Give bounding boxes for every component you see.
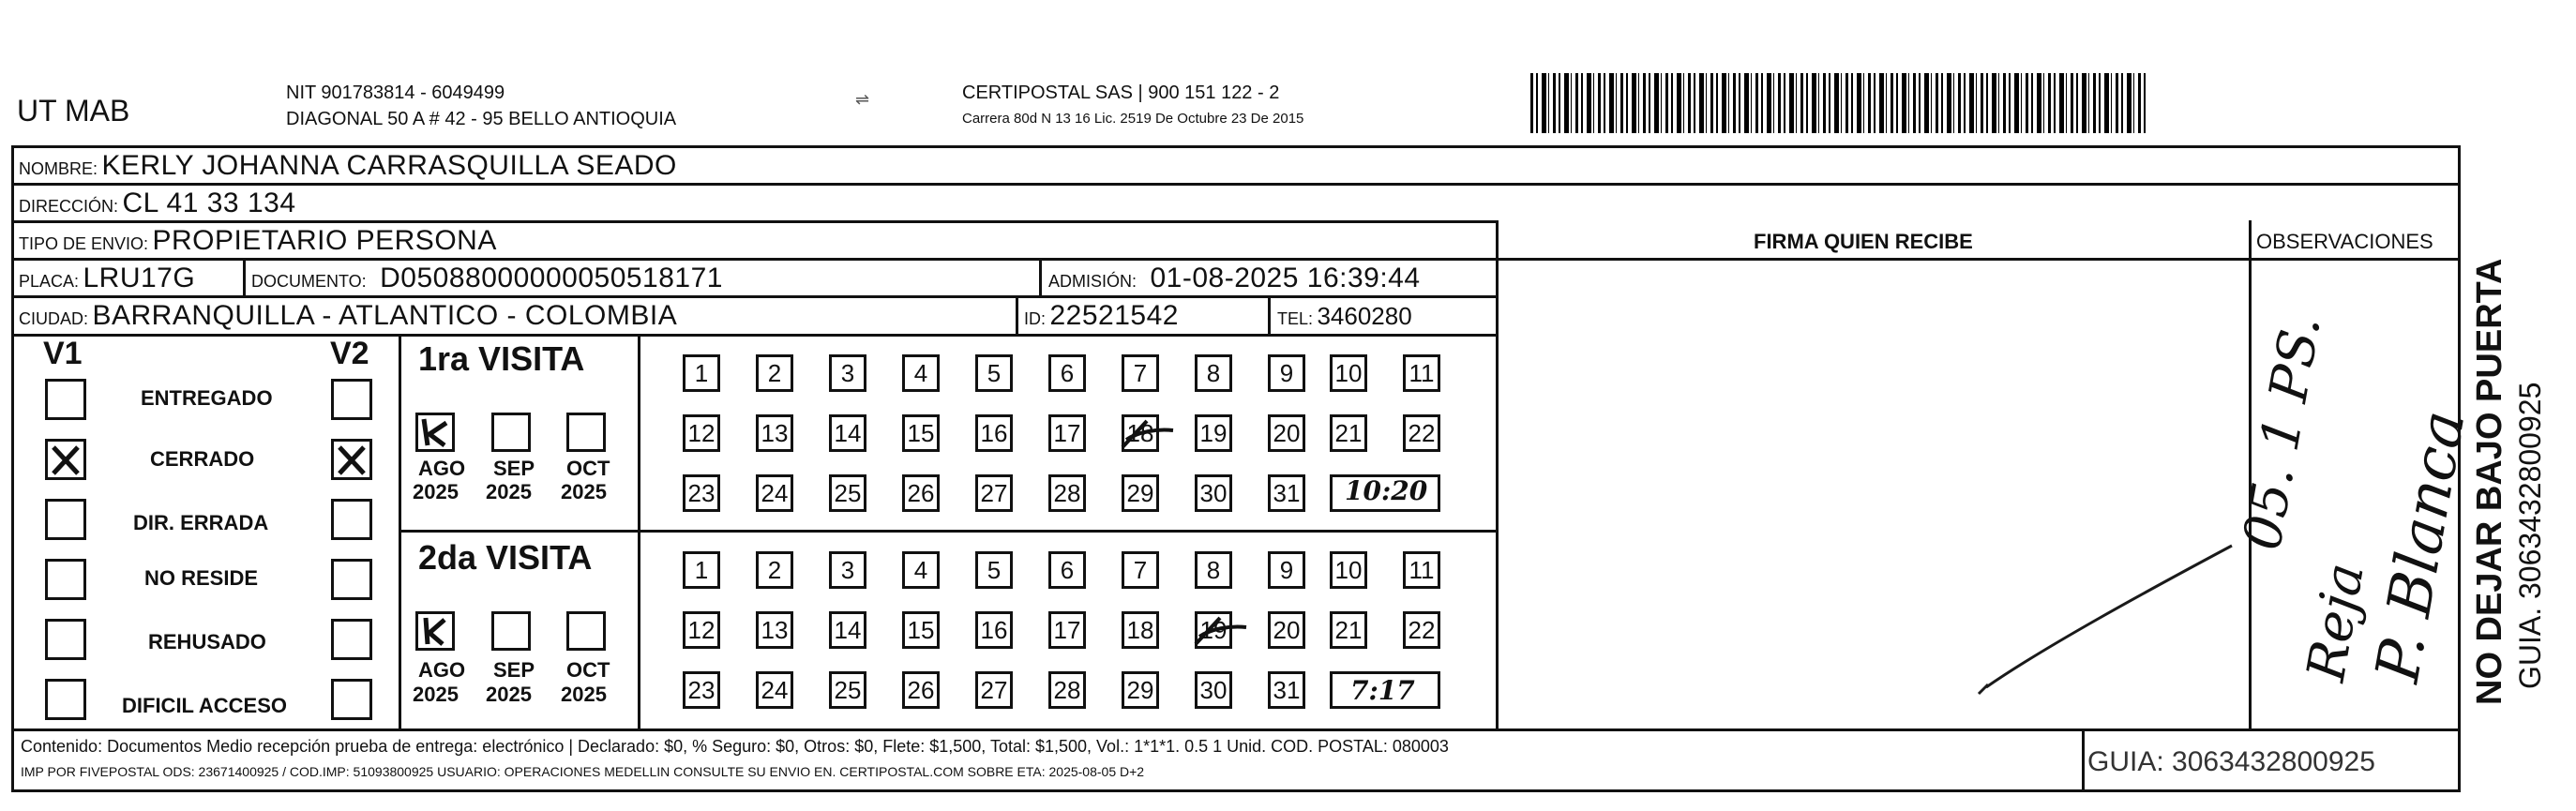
row-line: [11, 334, 1498, 337]
carrier-logo-icon: ⇌: [855, 90, 870, 109]
first-visit-day-7[interactable]: 7: [1122, 354, 1159, 392]
status-rehusado: REHUSADO: [148, 630, 266, 653]
second-visit-time: 7:17: [1350, 675, 1415, 706]
first-visit-day-10[interactable]: 10: [1330, 354, 1367, 392]
col-line: [1039, 258, 1042, 295]
first-visit-day-23[interactable]: 23: [683, 474, 720, 512]
v1-cerrado-checkbox[interactable]: [45, 439, 86, 480]
first-month-sep: SEP: [493, 457, 535, 480]
document-value: D05088000000050518171: [380, 263, 723, 293]
observation-line-2: Reja: [2296, 558, 2376, 686]
id-value: 22521542: [1049, 300, 1179, 331]
first-visit-day-25[interactable]: 25: [829, 474, 866, 512]
type-value: PROPIETARIO PERSONA: [152, 225, 497, 256]
plate-value: LRU17G: [83, 263, 196, 293]
second-visit-day-2[interactable]: 2: [756, 551, 793, 589]
side-no-dejar-text: NO DEJAR BAJO PUERTA: [2470, 258, 2509, 705]
second-visit-day-11[interactable]: 11: [1403, 551, 1440, 589]
first-visit-day-1[interactable]: 1: [683, 354, 720, 392]
v1-label: V1: [43, 336, 83, 371]
footer-guide: GUIA: 3063432800925: [2087, 746, 2375, 777]
company-name: UT MAB: [17, 94, 130, 128]
admission-label: ADMISIÓN:: [1048, 272, 1137, 291]
row-line: [11, 295, 1498, 298]
second-visit-day-7[interactable]: 7: [1122, 551, 1159, 589]
first-visit-day-31[interactable]: 31: [1268, 474, 1305, 512]
second-visit-day-8[interactable]: 8: [1195, 551, 1232, 589]
v2-cerrado-checkbox[interactable]: [331, 439, 372, 480]
v1-rehusado-checkbox[interactable]: [45, 619, 86, 660]
observation-line-1: 05. 1 PS.: [2232, 310, 2333, 555]
observation-line-3: P. Blanca: [2363, 405, 2479, 687]
second-year-ago: 2025: [413, 683, 459, 706]
second-visit-day-10[interactable]: 10: [1330, 551, 1367, 589]
first-visit-day-28[interactable]: 28: [1048, 474, 1086, 512]
v2-no-reside-checkbox[interactable]: [331, 559, 372, 600]
day-strike-icon: [1119, 415, 1175, 453]
type-field: [19, 225, 497, 257]
v1-entregado-checkbox[interactable]: [45, 379, 86, 420]
address-label: DIRECCIÓN:: [19, 197, 119, 216]
barcode: [1530, 73, 2149, 133]
second-visit-day-4[interactable]: 4: [902, 551, 940, 589]
check-mark-icon: [334, 442, 369, 477]
footer-print-info: IMP POR FIVEPOSTAL ODS: 23671400925 / COD.IMP: 51093800925 USUARIO: OPERACIONES MEDELLIN CONSULTE SU ENVIO EN. CERTIPOSTAL.COM SOBRE ETA: 2025-08-05 D+2: [21, 764, 1145, 779]
city-value: BARRANQUILLA - ATLANTICO - COLOMBIA: [92, 300, 678, 331]
first-visit-day-29[interactable]: 29: [1122, 474, 1159, 512]
footer-content: Contenido: Documentos Medio recepción prueba de entrega: electrónico | Declarado: $0, % Seguro: $0, Otros: $0, Flete: $1,500, Total: $1,500, Vol.: 1*1*1. 0.5 1 Unid. COD. POSTAL: 080003: [21, 737, 1449, 756]
v1-dir-errada-checkbox[interactable]: [45, 499, 86, 540]
second-month-oct: OCT: [566, 658, 610, 682]
second-visit-title: 2da VISITA: [418, 538, 593, 577]
first-visit-day-26[interactable]: 26: [902, 474, 940, 512]
document-label: DOCUMENTO:: [251, 272, 367, 291]
second-visit-day-28[interactable]: 28: [1048, 671, 1086, 709]
address-value: CL 41 33 134: [122, 188, 296, 218]
name-label: NOMBRE:: [19, 159, 98, 178]
v2-dificil-acceso-checkbox[interactable]: [331, 679, 372, 720]
first-visit-day-19[interactable]: 19: [1195, 414, 1232, 452]
check-mark-icon: [418, 415, 452, 449]
first-visit-day-8[interactable]: 8: [1195, 354, 1232, 392]
observations-label: OBSERVACIONES: [2256, 230, 2433, 253]
first-year-ago: 2025: [413, 480, 459, 503]
v1-dificil-acceso-checkbox[interactable]: [45, 679, 86, 720]
row-line: [11, 183, 2461, 186]
first-year-sep: 2025: [486, 480, 532, 503]
tel-field: [1277, 302, 1412, 331]
second-visit-day-19[interactable]: 19: [1195, 611, 1232, 649]
second-visit-day-12[interactable]: 12: [683, 611, 720, 649]
first-visit-day-14[interactable]: 14: [829, 414, 866, 452]
id-field: [1024, 300, 1179, 332]
first-visit-time: 10:20: [1345, 475, 1428, 506]
second-visit-day-3[interactable]: 3: [829, 551, 866, 589]
plate-label: PLACA:: [19, 272, 80, 291]
second-month-sep: SEP: [493, 658, 535, 682]
second-visit-day-29[interactable]: 29: [1122, 671, 1159, 709]
second-visit-day-5[interactable]: 5: [975, 551, 1013, 589]
first-visit-day-21[interactable]: 21: [1330, 414, 1367, 452]
first-visit-day-6[interactable]: 6: [1048, 354, 1086, 392]
first-visit-sep-checkbox[interactable]: [491, 413, 531, 452]
check-mark-icon: [48, 442, 83, 477]
first-visit-day-9[interactable]: 9: [1268, 354, 1305, 392]
row-line: [11, 258, 2461, 261]
first-visit-day-15[interactable]: 15: [902, 414, 940, 452]
signature-scribble: [1969, 534, 2251, 703]
second-visit-day-18[interactable]: 18: [1122, 611, 1159, 649]
carrier-address: Carrera 80d N 13 16 Lic. 2519 De Octubre 23 De 2015: [962, 111, 1304, 127]
first-year-oct: 2025: [561, 480, 607, 503]
status-entregado: ENTREGADO: [141, 386, 273, 410]
first-visit-title: 1ra VISITA: [418, 339, 585, 378]
first-visit-day-18[interactable]: 18: [1122, 414, 1159, 452]
second-visit-day-1[interactable]: 1: [683, 551, 720, 589]
second-visit-day-13[interactable]: 13: [756, 611, 793, 649]
second-visit-day-17[interactable]: 17: [1048, 611, 1086, 649]
second-visit-sep-checkbox[interactable]: [491, 611, 531, 651]
status-dir-errada: DIR. ERRADA: [133, 511, 269, 534]
second-visit-day-9[interactable]: 9: [1268, 551, 1305, 589]
city-field: [19, 300, 677, 332]
signature-label: FIRMA QUIEN RECIBE: [1754, 230, 1973, 253]
first-visit-oct-checkbox[interactable]: [566, 413, 606, 452]
first-visit-day-12[interactable]: 12: [683, 414, 720, 452]
admission-field: [1048, 263, 1421, 294]
first-visit-day-30[interactable]: 30: [1195, 474, 1232, 512]
second-visit-day-22[interactable]: 22: [1403, 611, 1440, 649]
v2-dir-errada-checkbox[interactable]: [331, 499, 372, 540]
col-line: [1016, 295, 1018, 334]
v2-rehusado-checkbox[interactable]: [331, 619, 372, 660]
first-visit-day-24[interactable]: 24: [756, 474, 793, 512]
company-nit: NIT 901783814 - 6049499: [286, 83, 505, 103]
second-visit-day-14[interactable]: 14: [829, 611, 866, 649]
name-value: KERLY JOHANNA CARRASQUILLA SEADO: [101, 150, 677, 181]
second-year-oct: 2025: [561, 683, 607, 706]
second-visit-day-26[interactable]: 26: [902, 671, 940, 709]
tel-label: TEL:: [1277, 309, 1314, 328]
second-year-sep: 2025: [486, 683, 532, 706]
check-mark-icon: [418, 614, 452, 648]
second-visit-day-15[interactable]: 15: [902, 611, 940, 649]
row-line: [11, 220, 1498, 223]
side-guide-text: GUIA. 3063432800925: [2513, 382, 2547, 689]
tel-value: 3460280: [1317, 302, 1412, 330]
first-visit-day-5[interactable]: 5: [975, 354, 1013, 392]
first-month-ago: AGO: [418, 457, 466, 480]
second-visit-ago-checkbox[interactable]: [415, 611, 455, 651]
col-line: [243, 258, 246, 295]
second-visit-day-16[interactable]: 16: [975, 611, 1013, 649]
admission-value: 01-08-2025 16:39:44: [1150, 263, 1421, 293]
first-month-oct: OCT: [566, 457, 610, 480]
second-visit-day-30[interactable]: 30: [1195, 671, 1232, 709]
first-visit-day-22[interactable]: 22: [1403, 414, 1440, 452]
row-line: [399, 530, 1496, 533]
second-month-ago: AGO: [418, 658, 466, 682]
first-visit-day-17[interactable]: 17: [1048, 414, 1086, 452]
status-cerrado: CERRADO: [150, 447, 255, 471]
status-dificil-acceso: DIFICIL ACCESO: [122, 694, 288, 717]
v1-no-reside-checkbox[interactable]: [45, 559, 86, 600]
v2-entregado-checkbox[interactable]: [331, 379, 372, 420]
day-strike-icon: [1192, 612, 1248, 650]
first-visit-day-13[interactable]: 13: [756, 414, 793, 452]
first-visit-day-3[interactable]: 3: [829, 354, 866, 392]
second-visit-oct-checkbox[interactable]: [566, 611, 606, 651]
first-visit-day-16[interactable]: 16: [975, 414, 1013, 452]
col-line: [2082, 728, 2085, 792]
status-no-reside: NO RESIDE: [144, 566, 259, 590]
second-visit-day-23[interactable]: 23: [683, 671, 720, 709]
city-label: CIUDAD:: [19, 309, 89, 328]
col-line: [1496, 220, 1499, 728]
document-field: [251, 263, 723, 294]
first-visit-day-20[interactable]: 20: [1268, 414, 1305, 452]
row-line: [11, 728, 2461, 731]
carrier-name: CERTIPOSTAL SAS | 900 151 122 - 2: [962, 83, 1280, 103]
second-visit-day-31[interactable]: 31: [1268, 671, 1305, 709]
second-visit-day-25[interactable]: 25: [829, 671, 866, 709]
first-visit-ago-checkbox[interactable]: [415, 413, 455, 452]
name-field: [19, 150, 677, 182]
type-label: TIPO DE ENVIO:: [19, 234, 149, 253]
first-visit-day-2[interactable]: 2: [756, 354, 793, 392]
v2-label: V2: [330, 336, 369, 371]
second-visit-day-20[interactable]: 20: [1268, 611, 1305, 649]
plate-field: [19, 263, 195, 294]
first-visit-day-27[interactable]: 27: [975, 474, 1013, 512]
second-visit-day-27[interactable]: 27: [975, 671, 1013, 709]
id-label: ID:: [1024, 309, 1047, 328]
second-visit-day-21[interactable]: 21: [1330, 611, 1367, 649]
col-line: [1268, 295, 1271, 334]
second-visit-day-6[interactable]: 6: [1048, 551, 1086, 589]
first-visit-day-11[interactable]: 11: [1403, 354, 1440, 392]
second-visit-day-24[interactable]: 24: [756, 671, 793, 709]
company-address: DIAGONAL 50 A # 42 - 95 BELLO ANTIOQUIA: [286, 109, 677, 129]
address-field: [19, 188, 296, 219]
first-visit-day-4[interactable]: 4: [902, 354, 940, 392]
